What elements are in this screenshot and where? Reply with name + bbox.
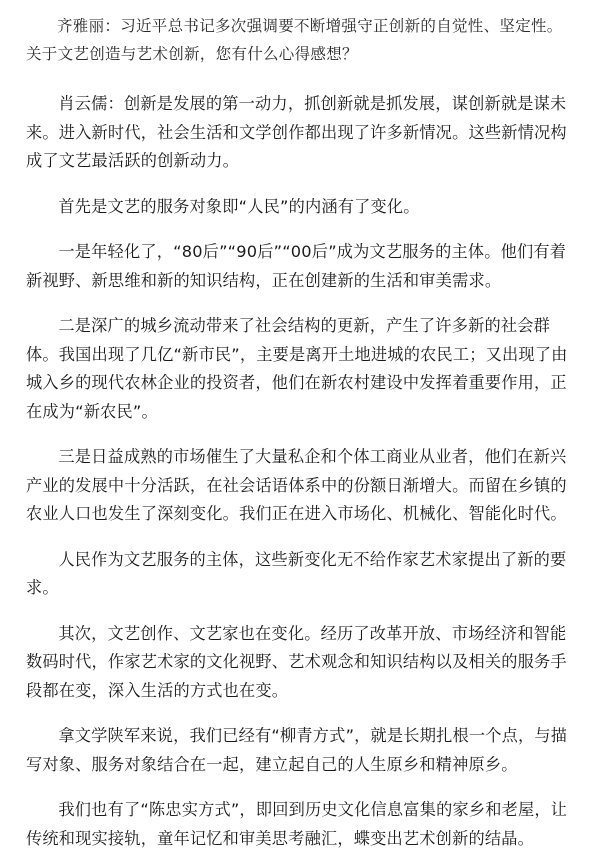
answer-paragraph-9: 我们也有了“陈忠实方式”，即回到历史文化信息富集的家乡和老屋，让传统和现实接轨，童年记忆和审美思考融汇，蝶变出艺术创新的结晶。	[26, 800, 568, 848]
answer-paragraph-6: 人民作为文艺服务的主体，这些新变化无不给作家艺术家提出了新的要求。	[26, 549, 567, 597]
spacer	[26, 779, 574, 796]
spacer	[26, 221, 574, 238]
spacer	[26, 426, 574, 443]
answer-paragraph-2: 首先是文艺的服务对象即“人民”的内涵有了变化。	[58, 196, 420, 216]
spacer	[26, 603, 574, 620]
spacer	[26, 295, 574, 312]
answer-paragraph-3: 一是年轻化了，“80后”“90后”“00后”成为文艺服务的主体。他们有着新视野、新思维和新的知识结构，正在创建新的生活和审美需求。	[26, 242, 567, 290]
spacer	[26, 705, 574, 722]
answer-paragraph-1: 肖云儒：创新是发展的第一动力，抓创新就是抓发展，谋创新就是谋未来。进入新时代，社会生活和文学创作都出现了许多新情况。这些新情况构成了文艺最活跃的创新动力。	[26, 94, 567, 170]
interview-question: 齐雅丽：习近平总书记多次强调要不断增强守正创新的自觉性、坚定性。关于文艺创造与艺术创新，您有什么心得感想？	[26, 17, 563, 63]
answer-paragraph-5: 三是日益成熟的市场催生了大量私企和个体工商业从业者，他们在新兴产业的发展中十分活跃，在社会话语体系中的份额日渐增大。而留在乡镇的农业人口也发生了深刻变化。我们正在进入市场化、机械化、智能化时代。	[26, 447, 567, 523]
answer-paragraph-4: 二是深广的城乡流动带来了社会结构的更新，产生了许多新的社会群体。我国出现了几亿“新市民”，主要是离开土地进城的农民工；又出现了由城入乡的现代农林企业的投资者，他们在新农村建设中发挥着重要作用，正在成为“新农民”。	[26, 316, 568, 421]
spacer	[26, 176, 574, 193]
answer-paragraph-7: 其次，文艺创作、文艺家也在变化。经历了改革开放、市场经济和智能数码时代，作家艺术家的文化视野、艺术观念和知识结构以及相关的服务手段都在变，深入生活的方式也在变。	[26, 623, 567, 700]
spacer	[26, 529, 574, 546]
answer-paragraph-8: 拿文学陕军来说，我们已经有“柳青方式”，就是长期扎根一个点，与描写对象、服务对象结合在一起，建立起自己的人生原乡和精神原乡。	[26, 726, 568, 774]
spacer	[26, 68, 574, 90]
